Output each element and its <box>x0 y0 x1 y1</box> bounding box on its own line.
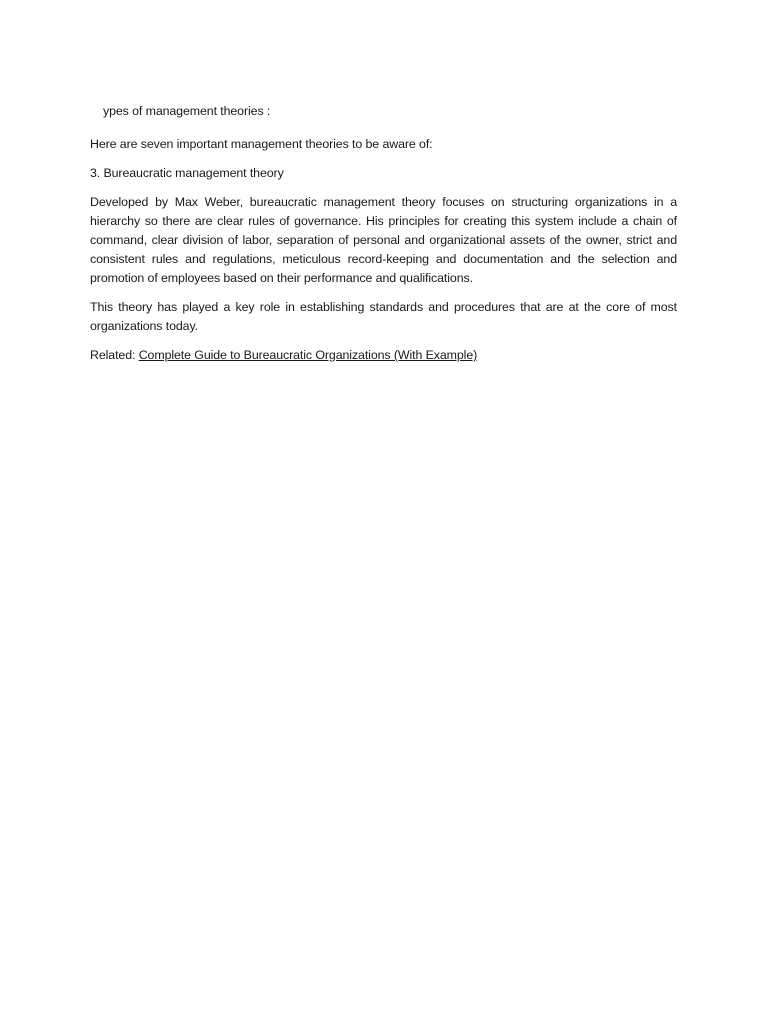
related-label: Related: <box>90 348 139 362</box>
section-title: 3. Bureaucratic management theory <box>90 166 284 180</box>
document-page <box>90 102 677 375</box>
related-line <box>90 346 677 365</box>
body-paragraph-2: This theory has played a key role in establishing standards and procedures that are at the core of most organizations today. <box>90 300 677 333</box>
related-link[interactable]: Complete Guide to Bureaucratic Organizations (With Example) <box>138 348 478 362</box>
intro-paragraph: Here are seven important management theories to be aware of: <box>90 137 433 151</box>
body-paragraph-1: Developed by Max Weber, bureaucratic management theory focuses on structuring organizations in a hierarchy so there are clear rules of governance. His principles for creating this system include a chain of command, clear division of labor, separation of personal and organizational assets of the owner, strict and consistent rules and regulations, meticulous record-keeping and documentation and the selection and promotion of employees based on their performance and qualifications. <box>90 195 677 285</box>
document-heading: ypes of management theories : <box>103 104 271 118</box>
